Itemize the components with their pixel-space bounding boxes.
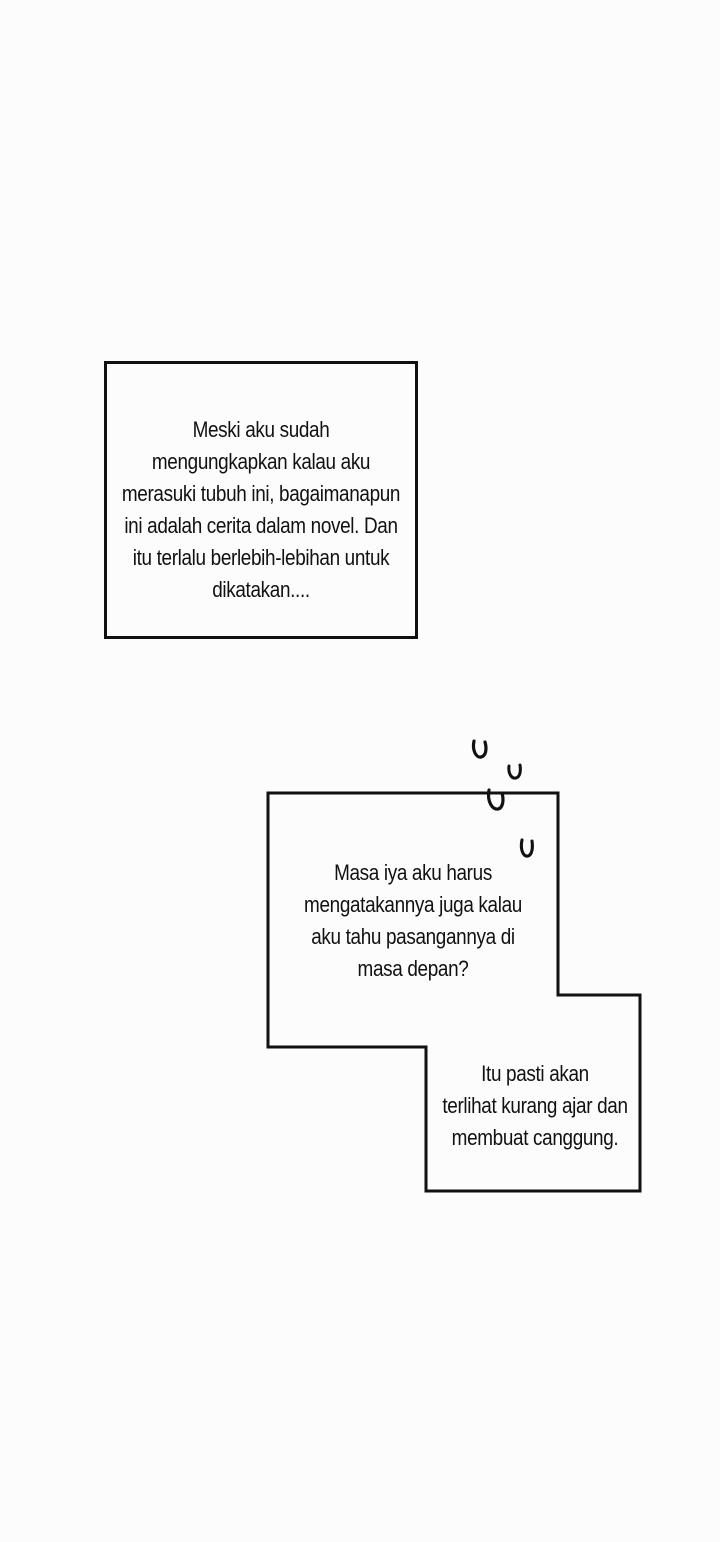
- narration-3-line-1: Itu pasti akan: [481, 1061, 589, 1086]
- narration-1-line-3: merasuki tubuh ini, bagaimanapun: [121, 481, 401, 506]
- narration-text-3: [438, 1058, 632, 1154]
- narration-1-line-2: mengungkapkan kalau aku: [151, 449, 371, 474]
- narration-1-line-4: ini adalah cerita dalam novel. Dan: [124, 513, 398, 538]
- narration-2-line-3: aku tahu pasangannya di: [311, 924, 515, 949]
- narration-2-line-4: masa depan?: [357, 956, 469, 981]
- narration-text-1: [116, 414, 407, 606]
- narration-3-line-3: membuat canggung.: [451, 1125, 619, 1150]
- narration-1-line-1: Meski aku sudah: [192, 417, 330, 442]
- narration-2-line-2: mengatakannya juga kalau: [304, 892, 522, 917]
- narration-3-line-2: terlihat kurang ajar dan: [442, 1093, 628, 1118]
- narration-1-line-6: dikatakan....: [212, 577, 310, 602]
- narration-2-line-1: Masa iya aku harus: [334, 860, 492, 885]
- narration-text-2: [287, 857, 540, 985]
- narration-1-line-5: itu terlalu berlebih-lebihan untuk: [132, 545, 390, 570]
